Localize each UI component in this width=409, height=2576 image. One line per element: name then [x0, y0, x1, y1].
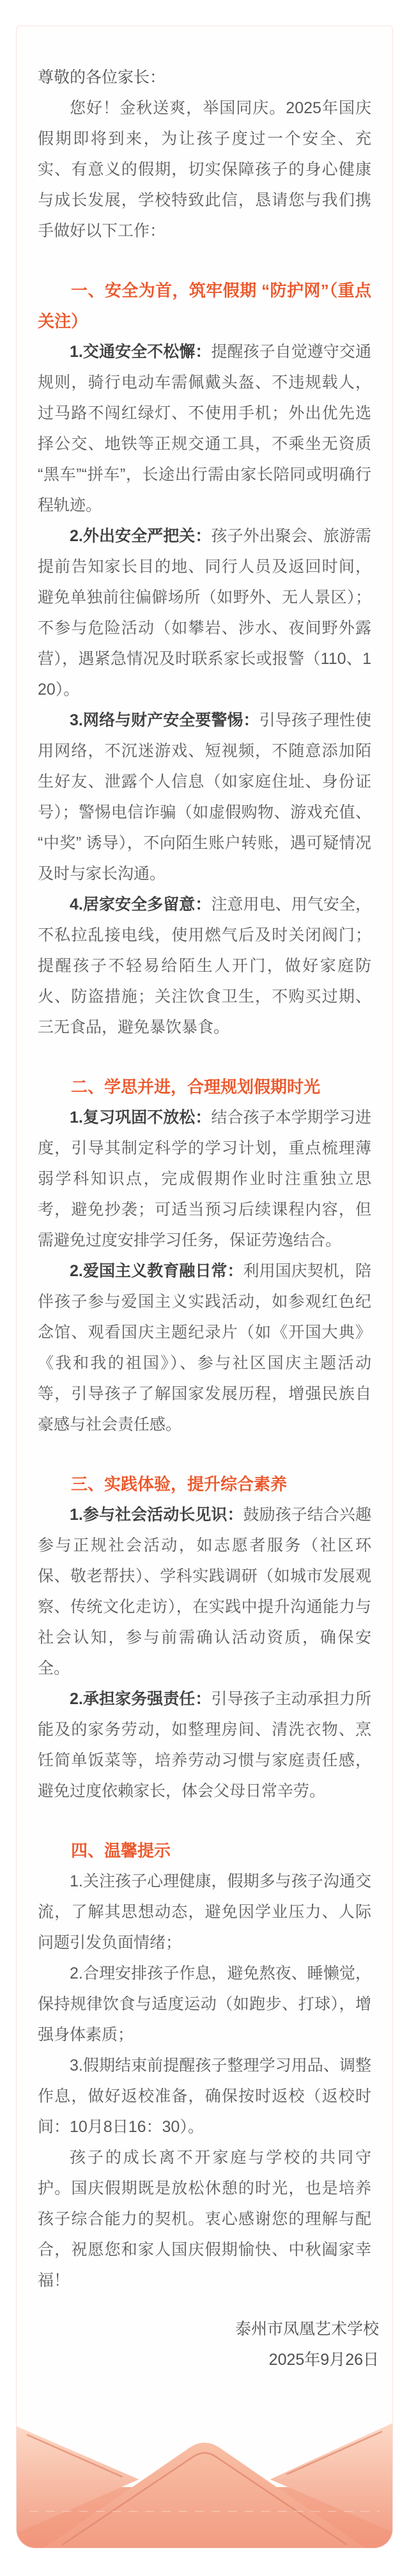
section-title-3: 三、实践体验，提升综合素养	[71, 1474, 288, 1494]
letter-card	[16, 26, 393, 2548]
closing-paragraph: 孩子的成长离不开家庭与学校的共同守护。国庆假期既是放松休憩的时光，也是培养孩子综合能力的契机。衷心感谢您的理解与配合，祝愿您和家人国庆假期愉快、中秋阖家幸福！	[38, 2149, 371, 2289]
item-paragraph: 1.关注孩子心理健康，假期多与孩子沟通交流，了解其思想动态，避免因学业压力、人际问题引发负面情绪；	[38, 1872, 371, 1952]
item-text: 孩子外出聚会、旅游需提前告知家长目的地、同行人员及返回时间，避免单独前往偏僻场所（如野外、无人景区）；不参与危险活动（如攀岩、涉水、夜间野外露营），遇紧急情况及时联系家长或报警（110、120）。	[38, 527, 371, 699]
intro-paragraph: 您好！金秋送爽，举国同庆。2025年国庆假期即将到来，为让孩子度过一个安全、充实、有意义的假期，切实保障孩子的身心健康与成长发展，学校特致此信，恳请您与我们携手做好以下工作：	[38, 99, 371, 240]
item-paragraph	[38, 705, 371, 889]
letter-body	[17, 26, 392, 2375]
item-text: 引导孩子主动承担力所能及的家务劳动，如整理房间、清洗衣物、烹饪简单饭菜等，培养劳动习惯与家庭责任感，避免过度依赖家长，体会父母日常辛劳。	[38, 1690, 371, 1800]
item-text: 利用国庆契机，陪伴孩子参与爱国主义实践活动，如参观红色纪念馆、观看国庆主题纪录片（如《开国大典》《我和我的祖国》）、参与社区国庆主题活动等，引导孩子了解国家发展历程，增强民族自豪感与社会责任感。	[38, 1262, 371, 1434]
item-paragraph	[38, 336, 371, 521]
item-text: 引导孩子理性使用网络，不沉迷游戏、短视频，不随意添加陌生好友、泄露个人信息（如家庭住址、身份证号）；警惕电信诈骗（如虚假购物、游戏充值、“中奖” 诱导），不向陌生账户转账，遇可疑情况及时与家长沟通。	[38, 711, 371, 883]
item-paragraph	[38, 1684, 371, 1806]
envelope-icon	[17, 2410, 392, 2548]
item-lead: 1.参与社会活动长见识：	[70, 1506, 243, 1524]
item-paragraph	[38, 1499, 371, 1684]
envelope-graphic	[17, 2410, 392, 2548]
item-text: 结合孩子本学期学习进度，引导其制定科学的学习计划，重点梳理薄弱学科知识点，完成假期作业时注重独立思考，避免抄袭；可适当预习后续课程内容，但需避免过度安排学习任务，保证劳逸结合。	[38, 1109, 371, 1249]
item-paragraph	[38, 1256, 371, 1440]
item-paragraph	[38, 889, 371, 1043]
item-text: 提醒孩子自觉遵守交通规则，骑行电动车需佩戴头盔、不违规载人，过马路不闯红绿灯、不使用手机；外出优先选择公交、地铁等正规交通工具，不乘坐无资质“黑车”“拼车”，长途出行需由家长陪同或明确行程轨迹。	[38, 343, 371, 514]
greeting: 尊敬的各位家长：	[38, 68, 166, 86]
item-lead: 2.外出安全严把关：	[70, 527, 212, 545]
item-lead: 2.承担家务强责任：	[70, 1690, 212, 1708]
section-title-4: 四、温馨提示	[71, 1841, 171, 1860]
item-lead: 3.网络与财产安全要警惕：	[70, 711, 259, 729]
item-lead: 1.交通安全不松懈：	[70, 343, 212, 361]
section-title-2: 二、学思并进，合理规划假期时光	[71, 1077, 321, 1096]
item-lead: 2.爱国主义教育融日常：	[70, 1262, 243, 1280]
item-text: 注意用电、用气安全，不私拉乱接电线，使用燃气后及时关闭阀门；提醒孩子不轻易给陌生人开门，做好家庭防火、防盗措施；关注饮食卫生，不购买过期、三无食品，避免暴饮暴食。	[38, 896, 371, 1036]
section-title-1: 一、安全为首，筑牢假期 “防护网”（重点关注）	[38, 281, 371, 331]
signature-block	[38, 2314, 379, 2375]
item-lead: 1.复习巩固不放松：	[70, 1109, 212, 1126]
signature-date: 2025年9月26日	[268, 2351, 379, 2369]
item-paragraph	[38, 521, 371, 705]
item-lead: 4.居家安全多留意：	[70, 896, 212, 913]
item-paragraph	[38, 1102, 371, 1256]
item-paragraph: 3.假期结束前提醒孩子整理学习用品、调整作息，做好返校准备，确保按时返校（返校时间：10月8日16：30）。	[38, 2057, 371, 2136]
signature-school: 泰州市凤凰艺术学校	[235, 2320, 379, 2338]
item-paragraph: 2.合理安排孩子作息，避免熬夜、睡懒觉，保持规律饮食与适度运动（如跑步、打球），增强身体素质；	[38, 1964, 371, 2044]
item-text: 鼓励孩子结合兴趣参与正规社会活动，如志愿者服务（社区环保、敬老帮扶）、学科实践调研（如城市发展观察、传统文化走访），在实践中提升沟通能力与社会认知，参与前需确认活动资质，确保安全。	[38, 1506, 371, 1677]
